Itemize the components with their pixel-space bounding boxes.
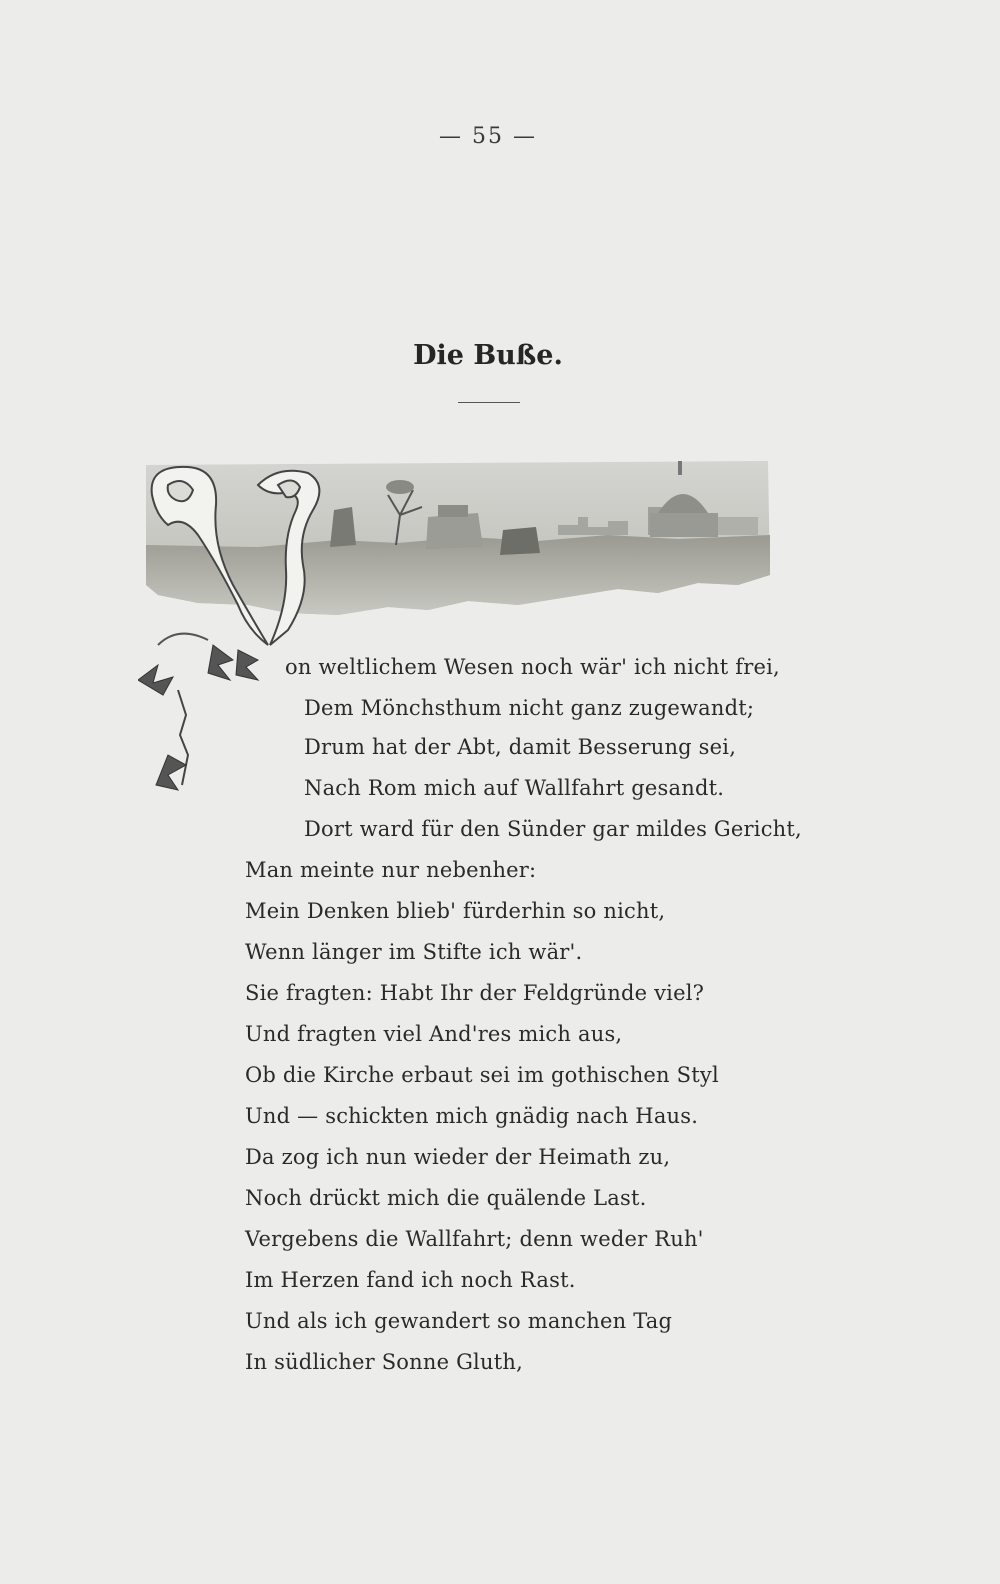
poem-line: Ob die Kirche erbaut sei im gothischen Styl	[245, 1063, 719, 1087]
poem-line: Mein Denken blieb' fürderhin so nicht,	[245, 899, 666, 923]
vignette-illustration	[138, 455, 778, 815]
poem-line: Sie fragten: Habt Ihr der Feldgründe viel?	[245, 981, 705, 1005]
poem-line: Dem Mönchsthum nicht ganz zugewandt;	[304, 696, 755, 720]
poem-line: Man meinte nur nebenher:	[245, 858, 537, 882]
page-number: — 55 —	[439, 124, 537, 149]
poem-line: Im Herzen fand ich noch Rast.	[245, 1268, 576, 1292]
poem-line: In südlicher Sonne Gluth,	[245, 1350, 523, 1374]
poem-line: on weltlichem Wesen noch wär' ich nicht frei,	[285, 655, 780, 679]
poem-line: Vergebens die Wallfahrt; denn weder Ruh'	[245, 1227, 704, 1251]
poem-line: Wenn länger im Stifte ich wär'.	[245, 940, 583, 964]
poem-line: Und fragten viel And'res mich aus,	[245, 1022, 623, 1046]
poem-title: Die Buße.	[413, 340, 563, 371]
holly-vine	[138, 634, 258, 790]
poem-line: Und — schickten mich gnädig nach Haus.	[245, 1104, 699, 1128]
poem-line: Noch drückt mich die quälende Last.	[245, 1186, 647, 1210]
poem-line: Und als ich gewandert so manchen Tag	[245, 1309, 673, 1333]
poem-line: Drum hat der Abt, damit Besserung sei,	[304, 735, 737, 759]
poem-line: Nach Rom mich auf Wallfahrt gesandt.	[304, 776, 725, 800]
title-divider	[458, 402, 520, 403]
poem-line: Da zog ich nun wieder der Heimath zu,	[245, 1145, 671, 1169]
poem-line: Dort ward für den Sünder gar mildes Gericht,	[304, 817, 802, 841]
